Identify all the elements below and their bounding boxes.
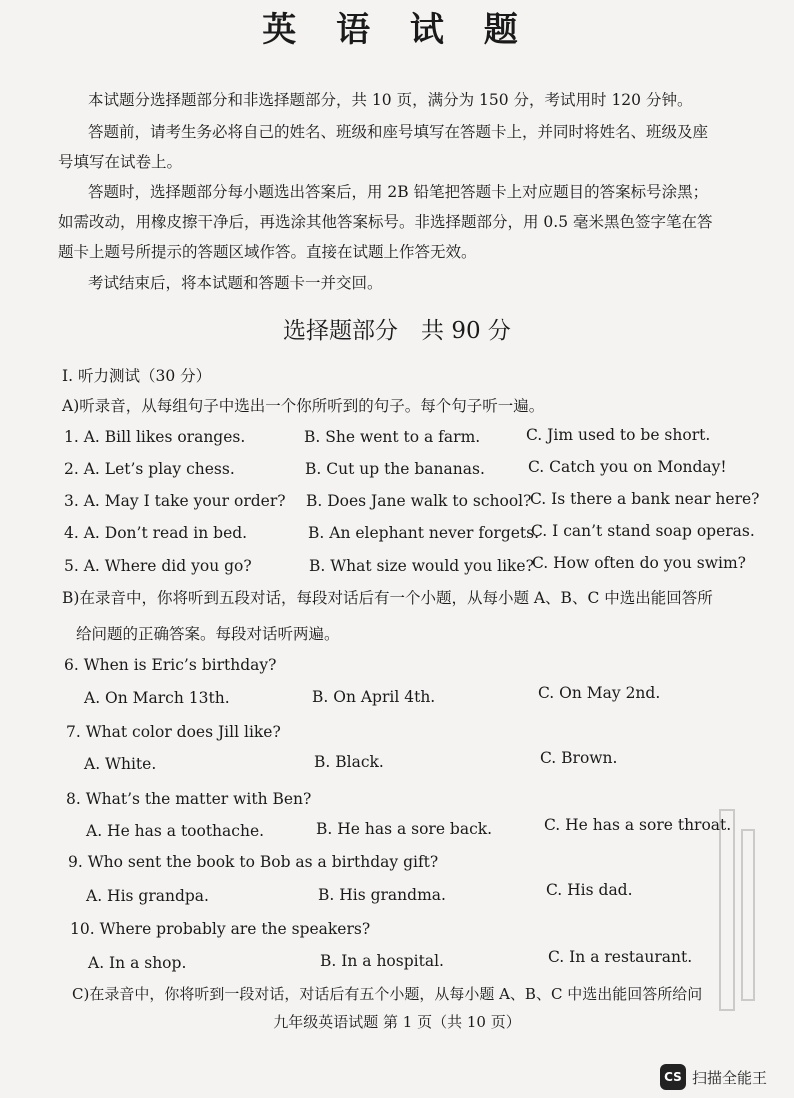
question-3-option-a: 3. A. May I take your order?	[64, 492, 286, 510]
section-title: 选择题部分 共 90 分	[283, 318, 511, 344]
question-8-option-c: C. He has a sore throat.	[544, 816, 732, 834]
question-9-option-c: C. His dad.	[546, 881, 633, 899]
question-1-option-b: B. She went to a farm.	[304, 428, 481, 446]
camscanner-logo-icon: CS	[660, 1064, 686, 1090]
question-1-option-c: C. Jim used to be short.	[526, 426, 711, 444]
question-8-option-a: A. He has a toothache.	[86, 822, 265, 840]
part1-heading: I. 听力测试（30 分）	[62, 367, 212, 385]
instruction-line-2: 答题前，请考生务必将自己的姓名、班级和座号填写在答题卡上，并同时将姓名、班级及座	[88, 123, 709, 141]
question-2-option-c: C. Catch you on Monday!	[528, 458, 727, 476]
partB-heading-line-2: 给问题的正确答案。每段对话听两遍。	[76, 625, 340, 643]
question-8-text: 8. What’s the matter with Ben?	[66, 790, 312, 808]
question-8-option-b: B. He has a sore back.	[316, 820, 493, 838]
page-footer: 九年级英语试题 第 1 页（共 10 页）	[273, 1013, 521, 1031]
question-6-option-b: B. On April 4th.	[312, 688, 436, 706]
question-2-option-a: 2. A. Let’s play chess.	[64, 460, 235, 478]
question-10-option-a: A. In a shop.	[88, 954, 187, 972]
question-10-option-b: B. In a hospital.	[320, 952, 444, 970]
exam-title: 英 语 试 题	[262, 10, 532, 50]
question-6-option-c: C. On May 2nd.	[538, 684, 661, 702]
partB-heading-line-1: B)在录音中，你将听到五段对话，每段对话后有一个小题，从每小题 A、B、C 中选出能回答所	[62, 589, 713, 607]
partC-heading: C)在录音中，你将听到一段对话，对话后有五个小题，从每小题 A、B、C 中选出能回答所给问	[72, 985, 703, 1003]
question-2-option-b: B. Cut up the bananas.	[305, 460, 485, 478]
question-9-option-a: A. His grandpa.	[86, 887, 209, 905]
instruction-line-5: 如需改动，用橡皮擦干净后，再选涂其他答案标号。非选择题部分，用 0.5 毫米黑色签字笔在答	[58, 213, 713, 231]
question-3-option-c: C. Is there a bank near here?	[530, 490, 760, 508]
question-1-option-a: 1. A. Bill likes oranges.	[64, 428, 246, 446]
partA-heading: A)听录音，从每组句子中选出一个你所听到的句子。每个句子听一遍。	[62, 397, 545, 415]
question-4-option-a: 4. A. Don’t read in bed.	[64, 524, 248, 542]
instruction-line-7: 考试结束后，将本试题和答题卡一并交回。	[88, 274, 383, 292]
scanner-badge	[660, 1064, 767, 1090]
instruction-line-3: 号填写在试卷上。	[58, 153, 183, 171]
question-6-text: 6. When is Eric’s birthday?	[64, 656, 277, 674]
question-3-option-b: B. Does Jane walk to school?	[306, 492, 532, 510]
question-7-option-b: B. Black.	[314, 753, 384, 771]
question-5-option-a: 5. A. Where did you go?	[64, 557, 252, 575]
question-5-option-c: C. How often do you swim?	[532, 554, 746, 572]
question-7-option-a: A. White.	[84, 755, 157, 773]
instruction-line-6: 题卡上题号所提示的答题区域作答。直接在试题上作答无效。	[58, 243, 477, 261]
faint-stamp-mark	[700, 800, 770, 1030]
question-7-text: 7. What color does Jill like?	[66, 723, 281, 741]
question-9-option-b: B. His grandma.	[318, 886, 446, 904]
question-4-option-b: B. An elephant never forgets.	[308, 524, 540, 542]
question-4-option-c: C. I can’t stand soap operas.	[531, 522, 755, 540]
question-9-text: 9. Who sent the book to Bob as a birthday gift?	[68, 853, 439, 871]
instruction-line-1: 本试题分选择题部分和非选择题部分，共 10 页，满分为 150 分，考试用时 120 分钟。	[88, 91, 693, 109]
question-5-option-b: B. What size would you like?	[309, 557, 534, 575]
instruction-line-4: 答题时，选择题部分每小题选出答案后，用 2B 铅笔把答题卡上对应题目的答案标号涂黑；	[88, 183, 709, 201]
question-6-option-a: A. On March 13th.	[84, 689, 230, 707]
scanner-badge-label: 扫描全能王	[692, 1068, 768, 1087]
question-10-text: 10. Where probably are the speakers?	[70, 920, 371, 938]
question-10-option-c: C. In a restaurant.	[548, 948, 693, 966]
question-7-option-c: C. Brown.	[540, 749, 618, 767]
